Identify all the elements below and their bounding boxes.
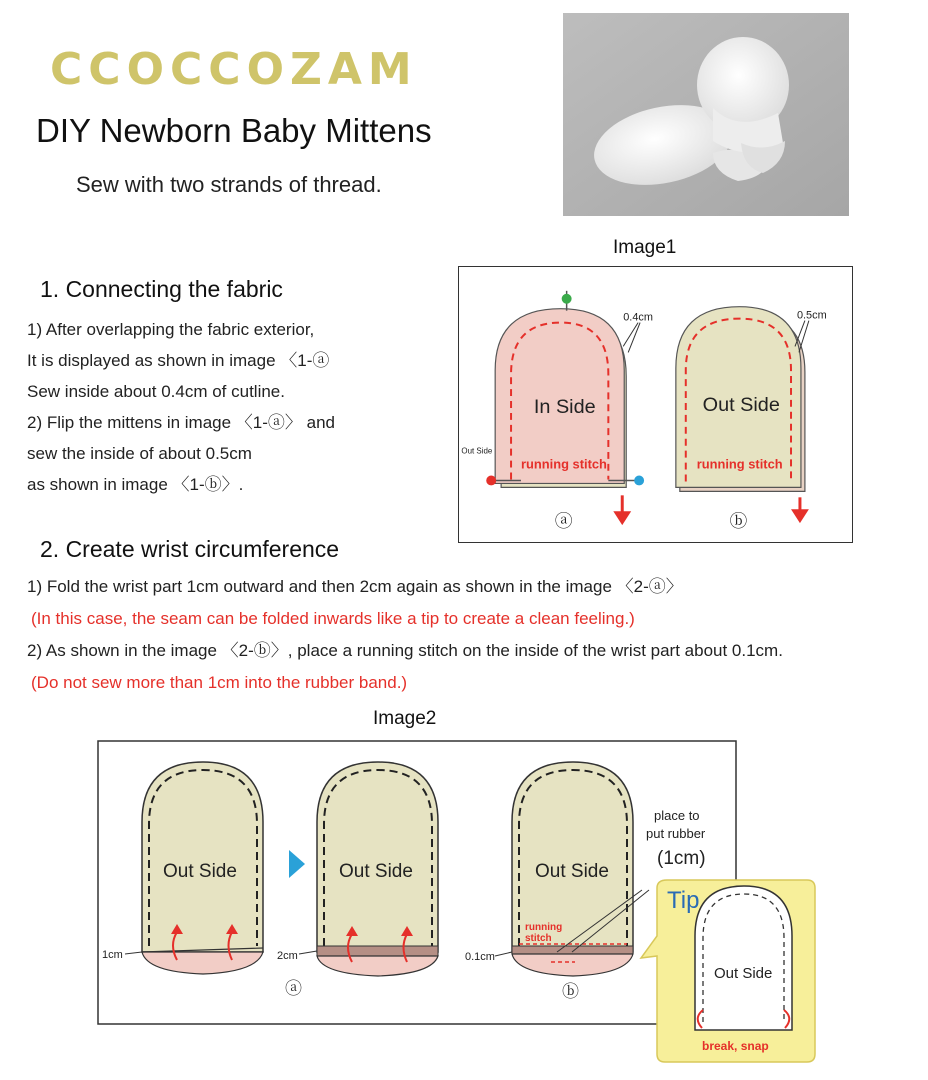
section1-line: 1) After overlapping the fabric exterior, xyxy=(27,320,315,339)
rubber-label-2: put rubber xyxy=(646,826,706,841)
panel-a-marker: ⓐ xyxy=(554,511,573,532)
panel-b-center-text: Out Side xyxy=(702,393,780,416)
image2-label: Image2 xyxy=(373,708,437,729)
section1-line: sew the inside of about 0.5cm xyxy=(27,444,252,463)
section1-line: Sew inside about 0.4cm of cutline. xyxy=(27,382,285,401)
mitten-3-text: Out Side xyxy=(535,861,609,882)
running-label: running xyxy=(525,922,563,933)
fold-2-label: 2cm xyxy=(277,950,298,962)
panel-b-marker: ⓑ xyxy=(729,511,748,532)
mitten-2-text: Out Side xyxy=(339,861,413,882)
mitten-1-text: Out Side xyxy=(163,861,237,882)
image2-figure xyxy=(97,740,817,1065)
fold-3-label: 0.1cm xyxy=(465,951,495,963)
section2-note1: (In this case, the seam can be folded inwards like a tip to create a clean feeling.) xyxy=(31,609,635,628)
panel-a-stitch-text: running stitch xyxy=(520,456,607,472)
brand-logo: CCOCCOZAM xyxy=(50,44,418,95)
rubber-size-label: (1cm) xyxy=(657,848,706,869)
section1-heading: 1. Connecting the fabric xyxy=(40,276,283,302)
section2-line2: 2) As shown in the image 〈2-ⓑ〉, place a running stitch on the inside of the wrist part about 0.1cm. xyxy=(27,641,783,660)
section1-line: 2) Flip the mittens in image 〈1-ⓐ〉 and xyxy=(27,413,336,432)
panel-a-side-label: Out Side xyxy=(461,446,493,456)
tip-callout xyxy=(641,880,815,1062)
page-title: DIY Newborn Baby Mittens xyxy=(36,112,432,149)
fold-1-label: 1cm xyxy=(102,949,123,961)
measure-label-a: 0.4cm xyxy=(623,311,653,324)
section1-line: as shown in image 〈1-ⓑ〉. xyxy=(27,475,244,494)
rubber-label-1: place to xyxy=(654,808,700,823)
image2-marker-b: ⓑ xyxy=(562,982,579,1001)
mittens-photo xyxy=(563,13,849,216)
section2-heading: 2. Create wrist circumference xyxy=(40,536,340,562)
image2-marker-a: ⓐ xyxy=(285,979,302,998)
image1-figure xyxy=(458,266,853,543)
stitch-label: stitch xyxy=(525,933,552,944)
image1-panel-a xyxy=(461,291,653,531)
image1-label: Image1 xyxy=(613,237,677,258)
measure-label-b: 0.5cm xyxy=(796,309,827,322)
section2-note2: (Do not sew more than 1cm into the rubber band.) xyxy=(31,673,408,692)
panel-a-center-text: In Side xyxy=(533,395,596,418)
page-subtitle: Sew with two strands of thread. xyxy=(76,172,382,197)
tip-note: break, snap xyxy=(702,1039,769,1053)
tip-mitten-text: Out Side xyxy=(714,965,773,982)
section2-line1: 1) Fold the wrist part 1cm outward and then 2cm again as shown in the image 〈2-ⓐ〉 xyxy=(27,577,683,596)
image1-panel-b xyxy=(676,307,827,531)
section1-line: It is displayed as shown in image 〈1-ⓐ xyxy=(27,351,330,370)
tip-label: Tip xyxy=(667,887,700,914)
panel-b-stitch-text: running stitch xyxy=(696,456,783,472)
